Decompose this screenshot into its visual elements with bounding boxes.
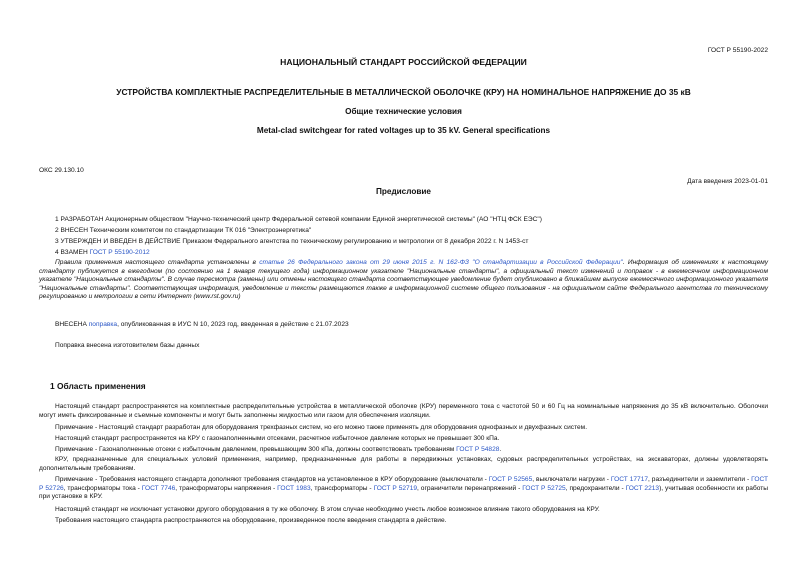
amendment-prefix: ВНЕСЕНА	[55, 321, 89, 328]
document-main-title: УСТРОЙСТВА КОМПЛЕКТНЫЕ РАСПРЕДЕЛИТЕЛЬНЫЕ В МЕТАЛЛИЧЕСКОЙ ОБОЛОЧКЕ (КРУ) НА НОМИНАЛЬНОЕ НАПРЯЖЕНИЕ ДО 35 кВ	[116, 87, 691, 97]
amendment-line	[55, 321, 349, 330]
gost-17717-link[interactable]: ГОСТ 17717	[610, 476, 649, 483]
gost-52719-link[interactable]: ГОСТ Р 52719	[373, 484, 418, 492]
scope-paragraph-3: Настоящий стандарт распространяется на КРУ с газонаполненными отсеками, расчетное избыточное давление которых не превышает 300 кПа.	[55, 435, 500, 442]
standardization-law-link[interactable]: "О стандартизации в Российской Федерации"	[472, 259, 623, 266]
foreword-item-4-prefix: 4 ВЗАМЕН	[55, 249, 90, 256]
gost-54828-link[interactable]: ГОСТ Р 54828	[456, 446, 500, 453]
gost-52725-link[interactable]: ГОСТ Р 52725	[522, 484, 566, 492]
foreword-item-4	[55, 249, 150, 258]
replaced-standard-link[interactable]: ГОСТ Р 55190-2012	[89, 249, 150, 256]
note3-text-f: , трансформаторы -	[310, 484, 374, 492]
gost-52565-link[interactable]: ГОСТ Р 52565	[488, 476, 533, 483]
foreword-item-2: 2 ВНЕСЕН Техническим комитетом по стандартизации ТК 016 "Электроэнергетика"	[55, 227, 312, 234]
rules-text-b: . Информация об изменениях к настоящему стандарту публикуется в ежегодном (по состоянию на 1 января текущего года) информационном указателе "Национальные стандарты", а официальный текст изменений и поправок - в ежемесячном информационном указателе "Национальные стандарты". В случае пересмотра (замены) или отмены настоящего стандарта соответствующее уведомление будет опубликовано в ближайшем выпуске ежемесячного информационного указателя "Национальные стандарты". Соответствующая информация, уведомление и тексты размещаются также в информационной системе общего пользования - на официальном сайте Федерального агентства по техническому регулированию и метрологии в сети Интернет (www.rst.gov.ru)	[39, 259, 768, 301]
scope-paragraph-5: КРУ, предназначенные для специальных условий применения, например, предназначенные для работы в передвижных установках, судовых распределительных устройствах, на экскаваторах, должны удовлетворять дополнительным требованиям.	[39, 456, 768, 472]
scope-note-3	[39, 476, 768, 502]
note3-text-h: , предохранители -	[565, 484, 626, 492]
scope-note-2	[55, 446, 501, 455]
gost-1983-link[interactable]: ГОСТ 1983	[277, 484, 311, 492]
gost-number: ГОСТ Р 55190-2022	[707, 47, 768, 54]
amendment-rest: , опубликованная в ИУС N 10, 2023 год, введенная в действие с 21.07.2023	[117, 321, 349, 328]
document-subtitle: Общие технические условия	[345, 107, 462, 116]
english-title: Metal-clad switchgear for rated voltages up to 35 kV. General specifications	[256, 126, 551, 135]
oks-code: ОКС 29.130.10	[39, 167, 84, 174]
application-rules-paragraph	[39, 259, 768, 302]
scope-note-2-end: .	[499, 446, 502, 453]
national-standard-title: НАЦИОНАЛЬНЫЙ СТАНДАРТ РОССИЙСКОЙ ФЕДЕРАЦИИ	[280, 57, 527, 67]
database-note: Поправка внесена изготовителем базы данных	[55, 342, 200, 349]
amendment-link[interactable]: поправка	[88, 321, 118, 328]
note3-text-c: , разъединители и заземлители -	[648, 476, 752, 483]
note3-text-a: Примечание - Требования настоящего стандарта дополняют требования стандартов на установленное в КРУ оборудование (выключатели -	[55, 476, 489, 483]
scope-note-1: Примечание - Настоящий стандарт разработан для оборудования трехфазных систем, но его можно также применять для оборудования однофазных и двухфазных систем.	[55, 424, 588, 431]
federal-law-link[interactable]: статье 26 Федерального закона от 29 июня 2015 г. N 162-ФЗ	[259, 259, 469, 266]
scope-paragraph-1: Настоящий стандарт распространяется на комплектные распределительные устройства в металлической оболочке (КРУ) переменного тока с частотой 50 и 60 Гц на номинальные напряжения до 35 кВ включительно. Оболочки могут иметь фиксированные и съемные компоненты и могут быть заполнены жидкостью или газом для обеспечения изоляции.	[39, 403, 768, 419]
note3-text-g: , ограничители перенапряжений -	[417, 484, 523, 492]
note3-text-b: , выключатели нагрузки -	[532, 476, 611, 483]
foreword-heading: Предисловие	[376, 187, 431, 196]
note3-text-d: , трансформаторы тока -	[63, 484, 142, 492]
note3-text-e: , трансформаторы напряжения -	[175, 484, 278, 492]
section-1-heading: 1 Область применения	[50, 381, 146, 391]
scope-paragraph-8: Требования настоящего стандарта распространяются на оборудование, произведенное после введения стандарта в действие.	[55, 517, 447, 524]
scope-paragraph-7: Настоящий стандарт не исключает установки другого оборудования в ту же оболочку. В этом случае необходимо учесть любое возможное влияние такого оборудования на КРУ.	[55, 506, 600, 513]
scope-note-2-text: Примечание - Газонаполненные отсеки с избыточным давлением, превышающим 300 кПа, должны соответствовать требованиям	[55, 446, 457, 453]
foreword-item-1: 1 РАЗРАБОТАН Акционерным обществом "Научно-технический центр Федеральной сетевой компании Единой энергетической системы" (АО "НТЦ ФСК ЕЭС")	[55, 216, 542, 223]
intro-date: Дата введения 2023-01-01	[687, 178, 768, 185]
gost-52726-link[interactable]: ГОСТ Р 52726	[39, 476, 769, 492]
gost-2213-link[interactable]: ГОСТ 2213	[625, 484, 660, 492]
gost-7746-link[interactable]: ГОСТ 7746	[141, 484, 176, 492]
note3-text-i: ), учитывая особенности их работы при установке в КРУ.	[39, 484, 769, 501]
foreword-item-3: 3 УТВЕРЖДЕН И ВВЕДЕН В ДЕЙСТВИЕ Приказом Федерального агентства по техническому регулированию и метрологии от 8 декабря 2022 г. N 1453-ст	[55, 238, 529, 245]
rules-text-a: Правила применения настоящего стандарта установлены в	[55, 259, 260, 266]
